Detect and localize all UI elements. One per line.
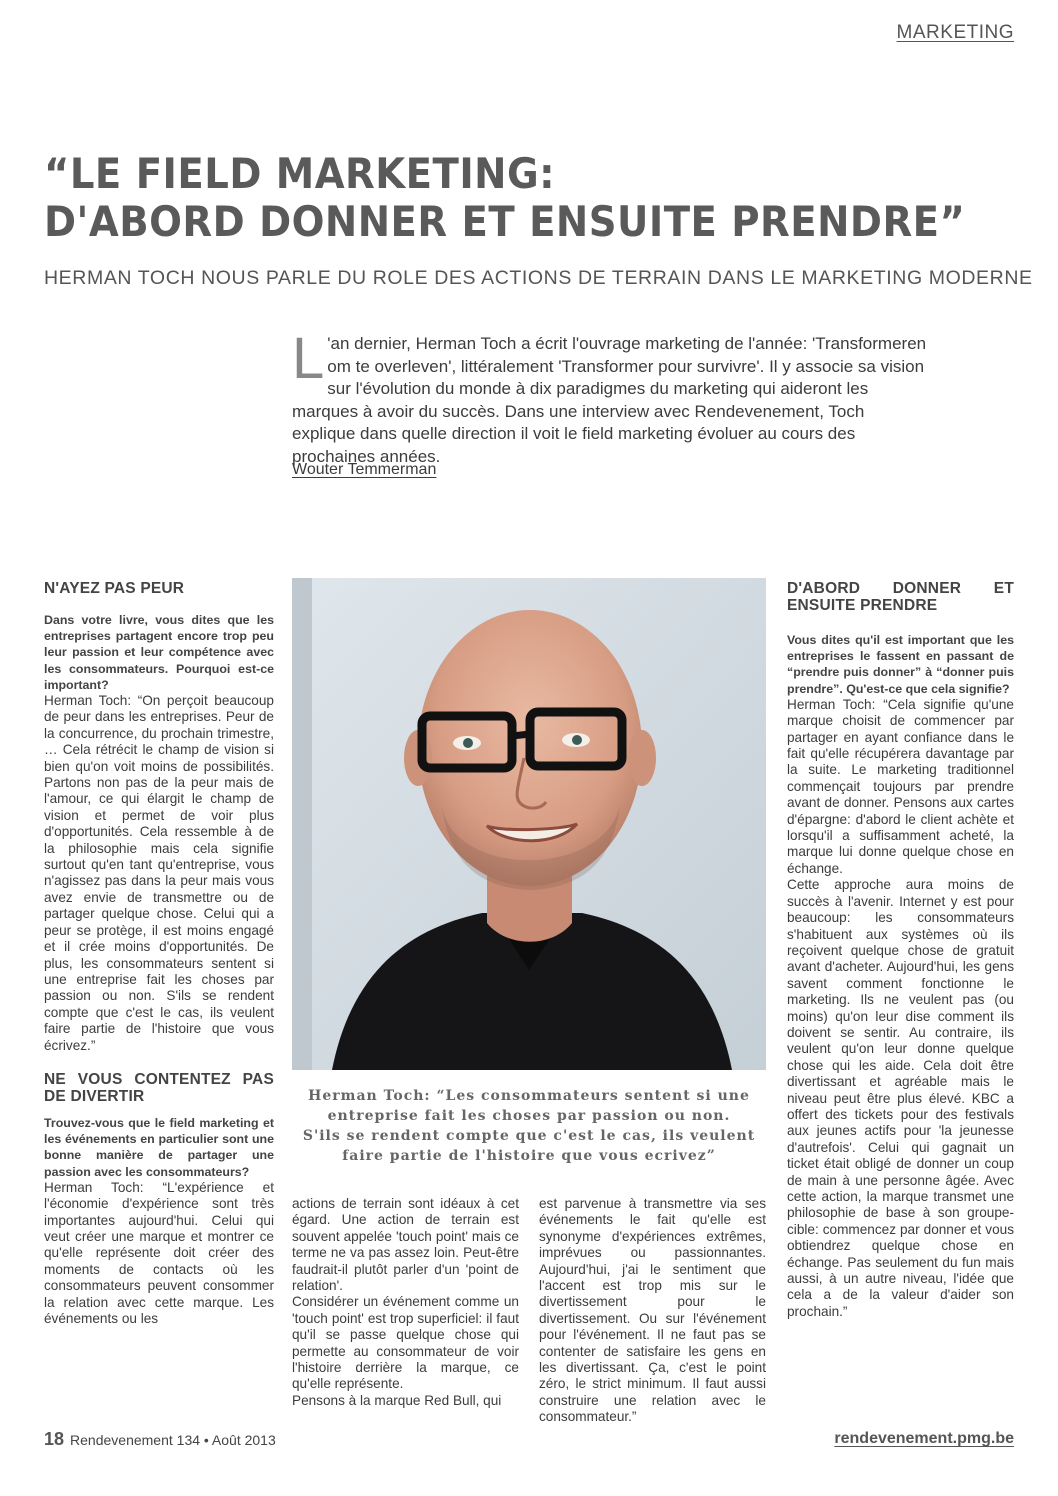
body-paragraph: Cette approche aura moins de succès à l'avenir. Internet y est pour beaucoup: les consommateurs s'habituent aux systèmes où ils reçoivent quelque chose de gratuit avant d'acheter. Aujourd'hui, les gens savent comment fonctionne le marketing. Ils ne veulent pas (ou moins) qu'on leur dise comment ils doivent se sentir. Au contraire, ils veulent qu'on leur donne quelque chose qui les aide. Cela doit être divertissant et agréable mais le niveau peut être plus élevé. KBC a offert des tickets pour des festivals aux jeunes actifs pour 'la jeunesse d'autrefois'. Celui qui gagnait un ticket était obligé de donner un coup de main à une personne âgée. Avec cette action, la marque transmet une philosophie de base à son groupe-cible: commencez par donner et vous obtiendrez quelque chose en échange. Pas seulement du fun mais aussi, à un autre niveau, l'idée que cela a de la valeur d'aider son prochain.”	[787, 877, 1014, 1319]
caption-line-4: faire partie de l'histoire que vous ecrivez”	[342, 1148, 716, 1164]
body-paragraph: est parvenue à transmettre via ses événements le fait qu'elle est synonyme d'expériences extrêmes, imprévues ou passionnantes. Aujourd'hui, j'ai le sentiment que l'accent est trop mis sur le divertissement pour le divertissement. Ou sur l'événement pour l'événement. Il ne faut pas se contenter de satisfaire les gens en les divertissant. Ça, c'est le point zéro, le strict minimum. Il faut aussi construire une relation avec le consommateur.”	[539, 1196, 766, 1425]
intro-text: 'an dernier, Herman Toch a écrit l'ouvrage marketing de l'année: 'Transformeren om te overleven', littéralement 'Transformer pour survivre'. Il y associe sa vision sur l'évolution du monde à dix paradigmes du marketing qui aideront les marques à avoir du succès. Dans une interview avec Rendevenement, Toch explique dans quelle direction il voit le field marketing évoluer au cours des prochaines années.	[292, 334, 927, 466]
portrait-illustration	[292, 578, 766, 1070]
interview-question: Dans votre livre, vous dites que les entreprises partagent encore trop peu leur passion et leur compétence avec les consommateurs. Pourquoi est-ce important?	[44, 613, 274, 692]
column-2	[292, 1196, 519, 1409]
intro-paragraph	[292, 326, 932, 468]
author-link[interactable]: Wouter Temmerman	[292, 461, 437, 478]
section-tag[interactable]: MARKETING	[896, 22, 1014, 43]
interview-question: Trouvez-vous que le field marketing et les événements en particulier sont une bonne manière de partager une passion avec les consommateurs?	[44, 1115, 274, 1179]
drop-cap: L	[292, 326, 325, 391]
page-number: 18	[44, 1429, 65, 1449]
caption-line-3: S'ils se rendent compte que c'est le cas, ils veulent	[302, 1128, 756, 1144]
portrait-photo	[292, 578, 766, 1070]
interview-answer: Herman Toch: “On perçoit beaucoup de peur dans les entreprises. Peur de la concurrence, du prochain trimestre, … Cela rétrécit le champ de vision si bien qu'on voit moins de possibilités. Partons non pas de la peur mais de l'amour, ce qui élargit le champ de vision et permet de voir plus d'opportunités. Cela ressemble à de la philosophie mais cela signifie surtout qu'en tant qu'entreprise, vous n'agissez pas dans la peur mais vous avez envie de transmettre ou de partager quelque chose. Celui qui a peur se protège, il est moins engagé et il crée moins d'opportunités. De plus, les consommateurs sentent si une entreprise fait les choses par passion ou non. S'ils se rendent compte que c'est le cas, ils veulent faire partie de l'histoire que vous écrivez.”	[44, 693, 274, 1053]
column-1	[44, 580, 274, 1327]
interview-question: Vous dites qu'il est important que les entreprises le fassent en passant de “prendre puis donner” à “donner puis prendre”. Qu'est-ce que cela signifie?	[787, 633, 1014, 696]
body-paragraph: Considérer un événement comme un 'touch point' est trop superficiel: il faut qu'il se passe quelque chose qui permette au consommateur de voir l'histoire derrière la marque, ce qu'elle représente.	[292, 1294, 519, 1392]
body-paragraph: Herman Toch: “Cela signifie qu'une marque choisit de commencer par partager en ayant confiance dans le fait qu'elle récupérera davantage par la suite. Le marketing traditionnel commençait toujours par prendre avant de donner. Pensons aux cartes d'épargne: d'abord le client achète et lorsqu'il a suffisamment acheté, la marque lui donne quelque chose en échange.	[787, 696, 1014, 876]
title-line-2: D'ABORD DONNER ET ENSUITE PRENDRE”	[44, 197, 966, 246]
publication-info: Rendevenement 134 • Août 2013	[70, 1432, 276, 1448]
section-heading: N'AYEZ PAS PEUR	[44, 580, 185, 597]
column-3	[539, 1196, 766, 1426]
interview-answer: Herman Toch: “L'expérience et l'économie d'expérience sont très importantes aujourd'hui. Celui qui veut créer une marque et montrer ce qu'elle représente doit créer des moments de contacts où les consommateurs peuvent consommer la relation avec cette marque. Les événements ou les	[44, 1179, 274, 1327]
section-heading: D'ABORD DONNER ET ENSUITE PRENDRE	[787, 580, 1014, 614]
caption-line-2: entreprise fait les choses par passion ou non.	[327, 1108, 731, 1124]
title-line-1: “LE FIELD MARKETING:	[44, 149, 556, 198]
column-4	[787, 580, 1014, 1320]
photo-caption	[292, 1086, 766, 1166]
website-link[interactable]: rendevenement.pmg.be	[834, 1430, 1014, 1447]
section-heading: NE VOUS CONTENTEZ PAS DE DIVERTIR	[44, 1070, 274, 1105]
article-subtitle: HERMAN TOCH NOUS PARLE DU ROLE DES ACTIONS DE TERRAIN DANS LE MARKETING MODERNE	[44, 267, 1033, 289]
article-title	[44, 149, 966, 246]
page-footer-info	[44, 1429, 276, 1450]
body-paragraph: Pensons à la marque Red Bull, qui	[292, 1392, 502, 1408]
caption-line-1: Herman Toch: “Les consommateurs sentent si une	[308, 1088, 750, 1104]
body-paragraph: actions de terrain sont idéaux à cet égard. Une action de terrain est souvent appelée 'touch point' mais ce terme ne va pas assez loin. Peut-être faudrait-il plutôt parler d'un 'point de relation'.	[292, 1196, 519, 1294]
